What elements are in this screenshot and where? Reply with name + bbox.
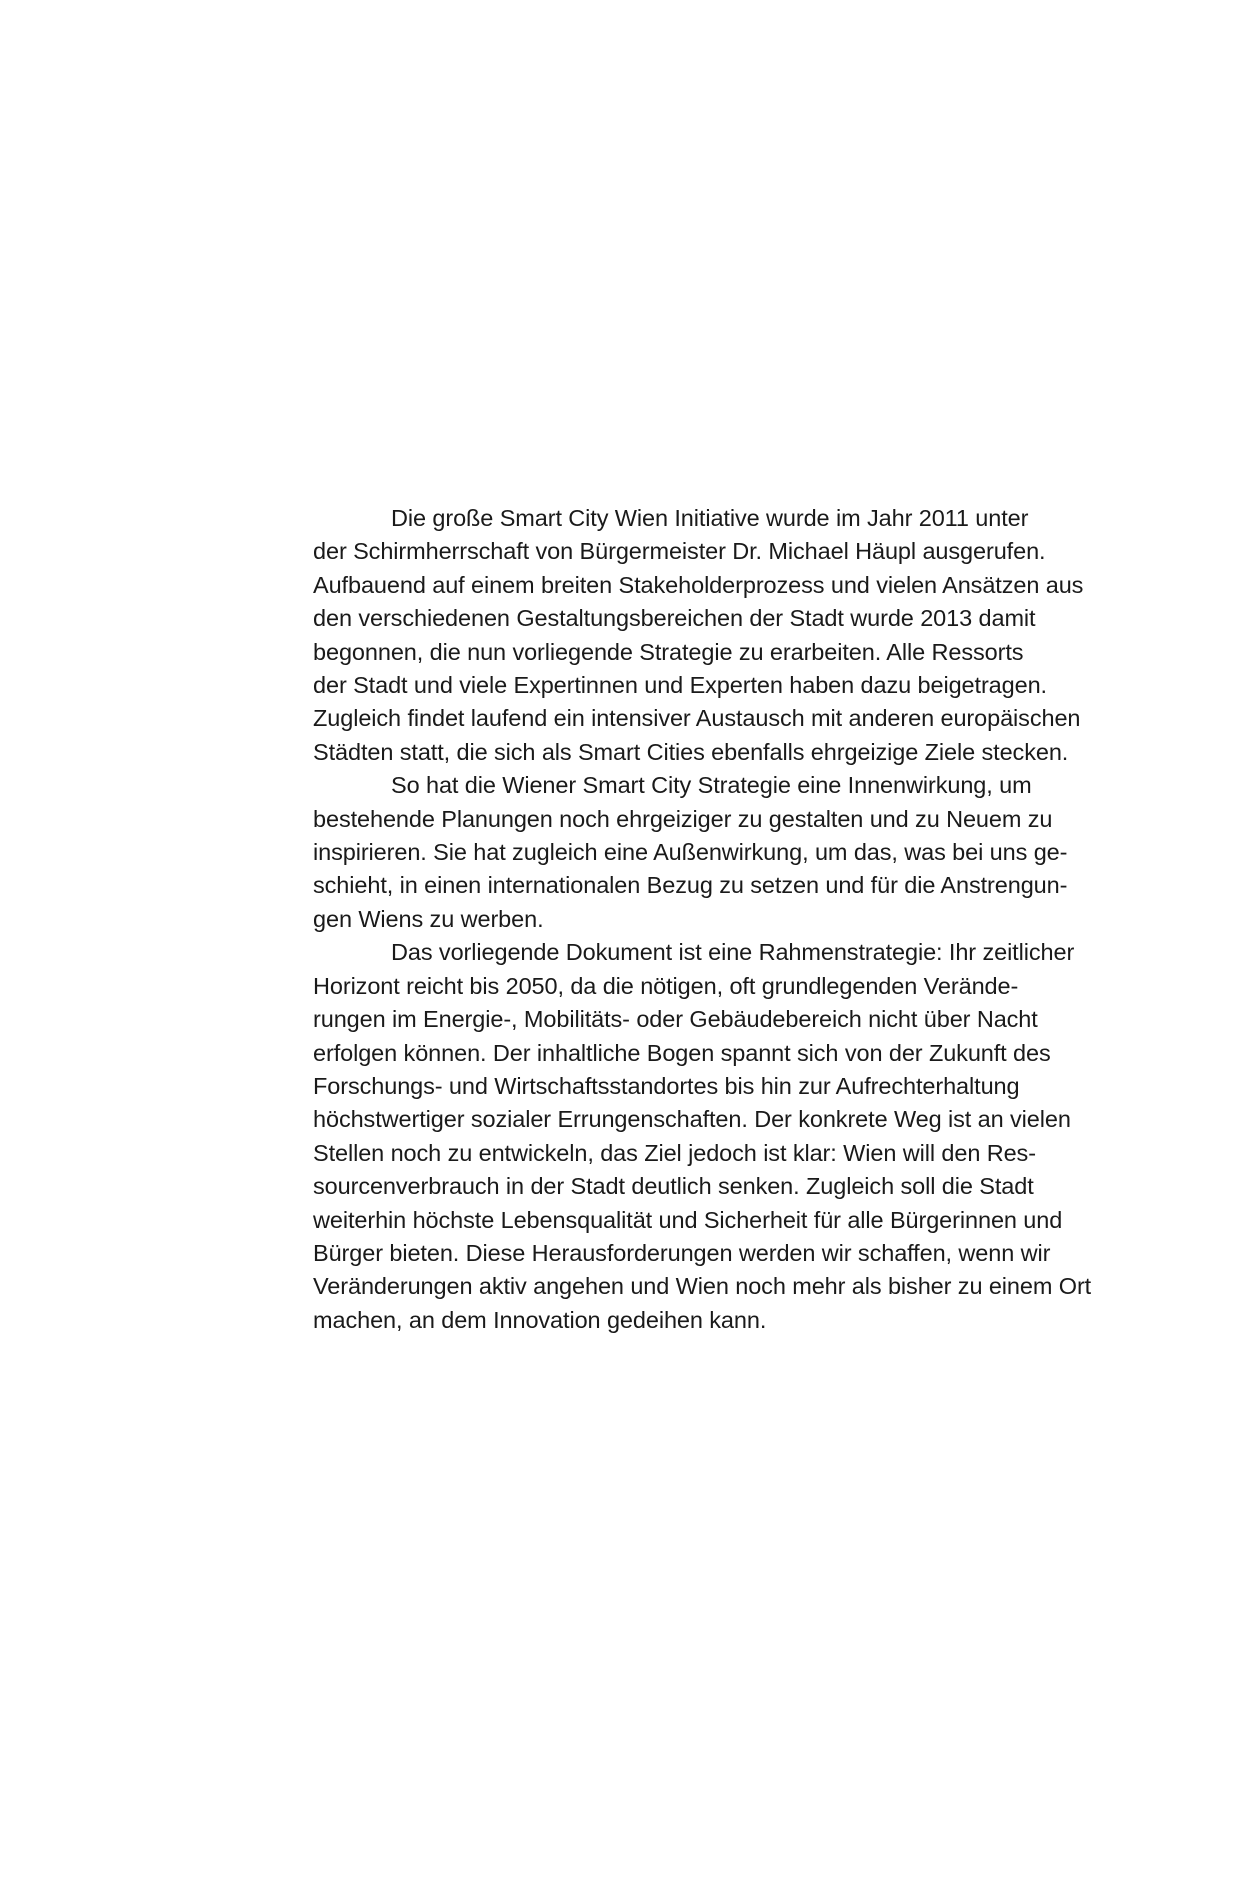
paragraph-1 (313, 502, 1113, 769)
paragraph-line: Horizont reicht bis 2050, da die nötigen, oft grundlegenden Verände- (313, 972, 1019, 999)
paragraph-line: machen, an dem Innovation gedeihen kann. (313, 1306, 767, 1333)
paragraph-line: Aufbauend auf einem breiten Stakeholderprozess und vielen Ansätzen aus (313, 571, 1084, 598)
paragraph-line: Veränderungen aktiv angehen und Wien noch mehr als bisher zu einem Ort (313, 1273, 1092, 1300)
paragraph-line: der Schirmherrschaft von Bürgermeister Dr. Michael Häupl ausgerufen. (313, 538, 1046, 565)
paragraph-line: höchstwertiger sozialer Errungenschaften. Der konkrete Weg ist an vielen (313, 1106, 1071, 1133)
paragraph-line: begonnen, die nun vorliegende Strategie zu erarbeiten. Alle Ressorts (313, 638, 1024, 665)
paragraph-line: gen Wiens zu werben. (313, 905, 544, 932)
paragraph-line: inspirieren. Sie hat zugleich eine Außenwirkung, um das, was bei uns ge- (313, 839, 1068, 866)
paragraph-line: erfolgen können. Der inhaltliche Bogen spannt sich von der Zukunft des (313, 1039, 1051, 1066)
paragraph-line: weiterhin höchste Lebensqualität und Sicherheit für alle Bürgerinnen und (313, 1206, 1063, 1233)
paragraph-line: bestehende Planungen noch ehrgeiziger zu gestalten und zu Neuem zu (313, 805, 1053, 832)
paragraph-2 (313, 769, 1113, 936)
body-text (313, 502, 1113, 1337)
paragraph-line: So hat die Wiener Smart City Strategie eine Innenwirkung, um (391, 772, 1032, 799)
paragraph-line: rungen im Energie-, Mobilitäts- oder Gebäudebereich nicht über Nacht (313, 1006, 1038, 1033)
paragraph-line: Das vorliegende Dokument ist eine Rahmenstrategie: Ihr zeitlicher (391, 939, 1075, 966)
paragraph-line: Städten statt, die sich als Smart Cities ebenfalls ehrgeizige Ziele stecken. (313, 738, 1069, 765)
paragraph-line: Zugleich findet laufend ein intensiver Austausch mit anderen europäischen (313, 705, 1081, 732)
paragraph-line: Die große Smart City Wien Initiative wurde im Jahr 2011 unter (391, 505, 1029, 531)
paragraph-line: Stellen noch zu entwickeln, das Ziel jedoch ist klar: Wien will den Res- (313, 1139, 1036, 1166)
paragraph-line: sourcenverbrauch in der Stadt deutlich senken. Zugleich soll die Stadt (313, 1173, 1034, 1200)
paragraph-line: der Stadt und viele Expertinnen und Experten haben dazu beigetragen. (313, 672, 1047, 699)
paragraph-line: den verschiedenen Gestaltungsbereichen der Stadt wurde 2013 damit (313, 605, 1036, 632)
paragraph-line: Forschungs- und Wirtschaftsstandortes bis hin zur Aufrechterhaltung (313, 1072, 1020, 1099)
paragraph-3 (313, 936, 1113, 1337)
paragraph-line: Bürger bieten. Diese Herausforderungen werden wir schaffen, wenn wir (313, 1239, 1051, 1266)
paragraph-line: schieht, in einen internationalen Bezug zu setzen und für die Anstrengun- (313, 872, 1068, 899)
